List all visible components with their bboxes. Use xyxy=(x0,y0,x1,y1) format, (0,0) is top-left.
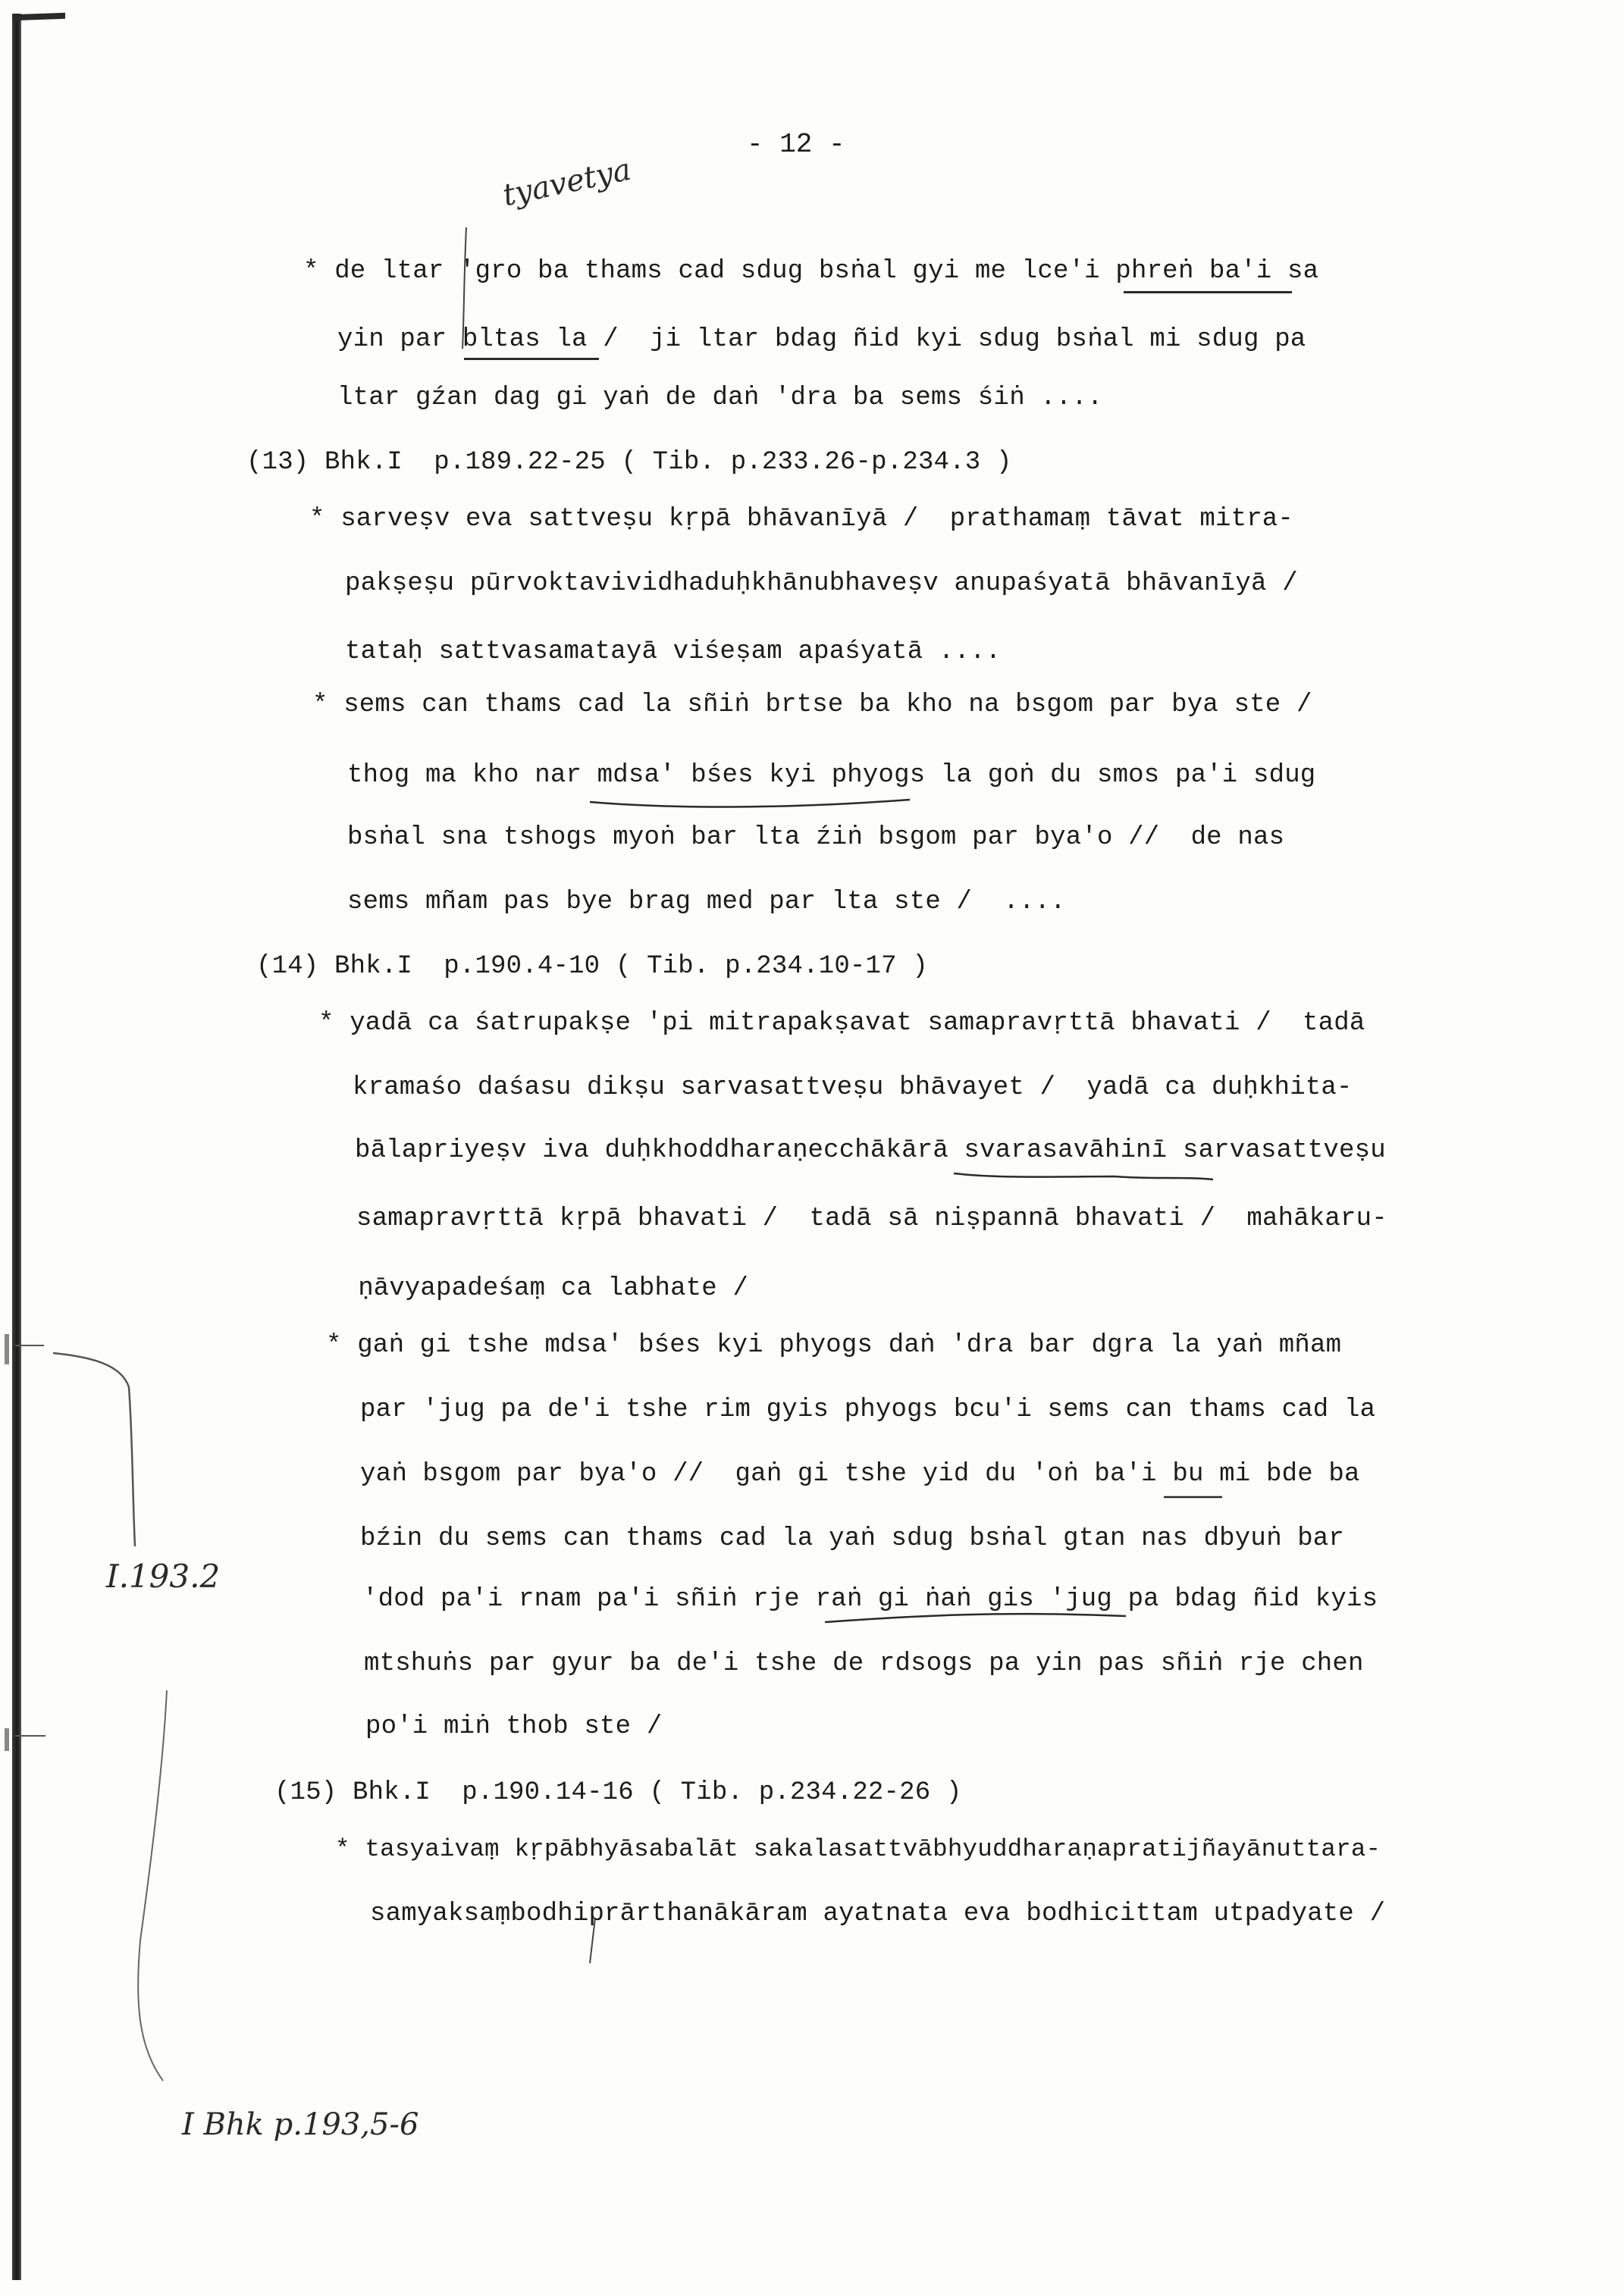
text-line-16: samapravṛttā kṛpā bhavati / tadā sā niṣpannā bhavati / mahākaru- xyxy=(356,1204,1387,1233)
text-line-10: bsṅal sna tshogs myoṅ bar lta źiṅ bsgom par bya'o // de nas xyxy=(347,823,1285,852)
text-line-17: ṇāvyapadeśaṃ ca labhate / xyxy=(358,1274,749,1303)
text-line-22: 'dod pa'i rnam pa'i sñiṅ rje raṅ gi ṅaṅ gis 'jug pa bdag ñid kyis xyxy=(362,1585,1378,1614)
margin-ref-1: I.193.2 xyxy=(106,1558,221,1595)
text-line-6: pakṣeṣu pūrvoktavividhaduḥkhānubhaveṣv anupaśyatā bhāvanīyā / xyxy=(345,569,1298,598)
text-line-24: po'i miṅ thob ste / xyxy=(365,1712,663,1741)
heading-13: (13) Bhk.I p.189.22-25 ( Tib. p.233.26-p.234.3 ) xyxy=(246,448,1012,477)
text-line-13: * yadā ca śatrupakṣe 'pi mitrapakṣavat samapravṛttā bhavati / tadā xyxy=(318,1009,1365,1038)
text-line-23: mtshuṅs par gyur ba de'i tshe de rdsogs pa yin pas sñiṅ rje chen xyxy=(364,1649,1364,1678)
heading-15: (15) Bhk.I p.190.14-16 ( Tib. p.234.22-26 ) xyxy=(274,1778,962,1807)
text-line-1: * de ltar 'gro ba thams cad sdug bsṅal gyi me lce'i phreṅ ba'i sa xyxy=(303,257,1319,286)
heading-14: (14) Bhk.I p.190.4-10 ( Tib. p.234.10-17 ) xyxy=(256,952,928,981)
text-line-20: yaṅ bsgom par bya'o // gaṅ gi tshe yid du 'oṅ ba'i bu mi bde ba xyxy=(360,1460,1360,1489)
text-line-21: bźin du sems can thams cad la yaṅ sdug bsṅal gtan nas dbyuṅ bar xyxy=(360,1524,1345,1553)
text-line-18: * gaṅ gi tshe mdsa' bśes kyi phyogs daṅ 'dra bar dgra la yaṅ mñam xyxy=(326,1331,1342,1360)
text-line-15: bālapriyeṣv iva duḥkhoddharaṇecchākārā svarasavāhinī sarvasattveṣu xyxy=(355,1136,1386,1165)
text-line-9: thog ma kho nar mdsa' bśes kyi phyogs la goṅ du smos pa'i sdug xyxy=(347,761,1316,790)
text-line-7: tataḥ sattvasamatayā viśeṣam apaśyatā .... xyxy=(345,637,1002,666)
handwritten-note-top: tyavetya xyxy=(500,152,635,214)
text-line-2: yin par bltas la / ji ltar bdag ñid kyi sdug bsṅal mi sdug pa xyxy=(337,325,1306,354)
text-line-8: * sems can thams cad la sñiṅ brtse ba kho na bsgom par bya ste / xyxy=(312,691,1312,719)
text-line-26: * tasyaivaṃ kṛpābhyāsabalāt sakalasattvābhyuddharaṇapratijñayānuttara- xyxy=(335,1835,1381,1863)
margin-ref-2: I Bhk p.193,5-6 xyxy=(182,2107,419,2142)
text-line-14: kramaśo daśasu dikṣu sarvasattveṣu bhāvayet / yadā ca duḥkhita- xyxy=(353,1073,1353,1102)
text-line-11: sems mñam pas bye brag med par lta ste / .... xyxy=(347,888,1066,916)
page-number: - 12 - xyxy=(747,129,845,160)
text-line-19: par 'jug pa de'i tshe rim gyis phyogs bcu'i sems can thams cad la xyxy=(360,1395,1376,1424)
text-line-5: * sarveṣv eva sattveṣu kṛpā bhāvanīyā / prathamaṃ tāvat mitra- xyxy=(309,505,1294,534)
text-line-27: samyaksaṃbodhiprārthanākāram ayatnata eva bodhicittam utpadyate / xyxy=(370,1900,1386,1928)
text-line-3: ltar gźan dag gi yaṅ de daṅ 'dra ba sems śiṅ .... xyxy=(337,384,1103,412)
